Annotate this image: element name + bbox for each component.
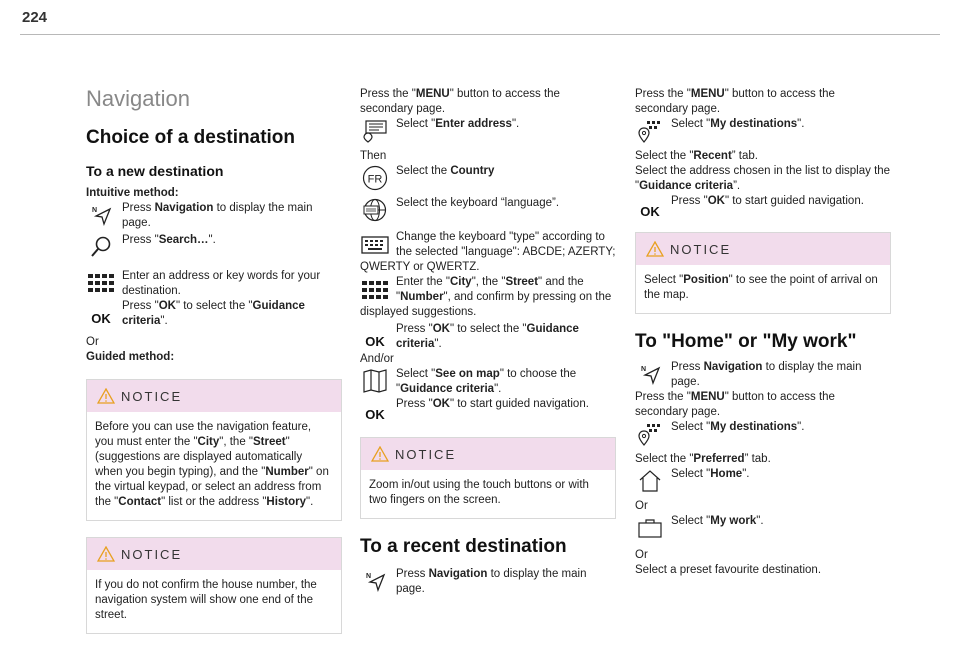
text-bold: City bbox=[449, 276, 472, 288]
text-bold: Contact bbox=[118, 496, 162, 508]
text-line bbox=[635, 164, 891, 194]
text-bold: See on map bbox=[435, 368, 500, 380]
text-bold: MENU bbox=[415, 88, 450, 100]
destinations-icon bbox=[635, 118, 665, 144]
text: " list or the address " bbox=[161, 496, 267, 508]
text: Press " bbox=[122, 300, 159, 312]
text: " button to access the secondary page. bbox=[635, 391, 835, 418]
svg-text:N: N bbox=[92, 207, 98, 214]
notice-body bbox=[87, 412, 341, 520]
notice-title: NOTICE bbox=[121, 546, 183, 562]
text-line: Select a preset favourite destination. bbox=[635, 564, 822, 576]
menu-intro bbox=[635, 390, 891, 420]
address-icon bbox=[360, 118, 390, 144]
ok-icon: OK bbox=[640, 203, 660, 219]
country-flag-icon bbox=[360, 165, 390, 191]
section-title: Choice of a destination bbox=[86, 127, 296, 148]
briefcase-icon bbox=[635, 515, 665, 541]
text: Press bbox=[122, 202, 155, 214]
text: to display the main page. bbox=[396, 568, 587, 595]
ok-icon: OK bbox=[365, 333, 385, 349]
text: Select " bbox=[671, 421, 711, 433]
text-bold: Navigation bbox=[428, 568, 488, 580]
text: ". bbox=[306, 496, 314, 508]
text-bold: Guidance criteria bbox=[122, 300, 305, 327]
text-bold: OK bbox=[707, 195, 725, 207]
text: ", and confirm by pressing on the displayed suggestions. bbox=[360, 291, 612, 318]
text-bold: Number bbox=[265, 466, 309, 478]
section-title: To "Home" or "My work" bbox=[635, 331, 857, 352]
search-icon bbox=[86, 234, 116, 260]
step-search bbox=[86, 233, 342, 261]
text-bold: Country bbox=[450, 165, 495, 177]
text: ". bbox=[797, 118, 805, 130]
text: Select " bbox=[396, 118, 436, 130]
text: " to start guided navigation. bbox=[724, 195, 864, 207]
text: Select " bbox=[396, 368, 436, 380]
text: " button to access the secondary page. bbox=[360, 88, 560, 115]
text: Select the bbox=[396, 165, 451, 177]
text: ". bbox=[742, 468, 750, 480]
andor-label: And/or bbox=[360, 353, 394, 365]
text-bold: Navigation bbox=[154, 202, 214, 214]
text: Press " bbox=[396, 323, 433, 335]
text: ". bbox=[494, 383, 502, 395]
subsection-title: To a new destination bbox=[86, 163, 224, 179]
text: " on the virtual keypad, or select an address from the " bbox=[95, 466, 329, 508]
text-bold: City bbox=[197, 436, 220, 448]
page-number: 224 bbox=[22, 9, 48, 26]
notice-body bbox=[636, 265, 890, 313]
keyboard-grid-icon bbox=[360, 277, 390, 303]
text: " to select the " bbox=[175, 300, 253, 312]
text-bold: My work bbox=[710, 515, 757, 527]
step-my-work bbox=[635, 514, 891, 542]
text: Press the " bbox=[635, 88, 691, 100]
text-bold: Preferred bbox=[693, 453, 745, 465]
text: Select the address chosen in the list to display the " bbox=[635, 165, 891, 192]
text: to display the main page. bbox=[671, 361, 862, 388]
step-ok bbox=[86, 299, 342, 329]
step-enter-address bbox=[86, 269, 342, 299]
step-language bbox=[360, 196, 616, 224]
text: Select " bbox=[671, 118, 711, 130]
menu-intro bbox=[360, 87, 616, 117]
step-city-street bbox=[360, 275, 616, 320]
or-label: Or bbox=[635, 549, 648, 561]
step-keyboard-type bbox=[360, 230, 616, 275]
notice-box bbox=[635, 232, 891, 314]
text-bold: MENU bbox=[690, 391, 725, 403]
text: Press the " bbox=[360, 88, 416, 100]
keyboard-language-icon bbox=[360, 197, 390, 223]
keyboard-grid-icon bbox=[86, 270, 116, 296]
text-line bbox=[635, 149, 891, 164]
column-1 bbox=[86, 86, 342, 646]
notice-body: Zoom in/out using the touch buttons or with two fingers on the screen. bbox=[369, 479, 589, 506]
text: ". bbox=[511, 118, 520, 130]
text: Change the keyboard "type" according to the selected "language": ABCDE; AZERTY; QWERTY or QWERTZ. bbox=[360, 231, 616, 273]
step-country bbox=[360, 164, 616, 192]
text: " to choose the " bbox=[396, 368, 577, 395]
text: Select the " bbox=[635, 150, 694, 162]
step-see-on-map bbox=[360, 367, 616, 397]
text: ". bbox=[160, 315, 168, 327]
notice-body: If you do not confirm the house number, the navigation system will show one end of the street. bbox=[95, 579, 317, 621]
navigation-icon bbox=[635, 361, 665, 387]
notice-title: NOTICE bbox=[670, 241, 732, 257]
ok-icon: OK bbox=[91, 310, 111, 326]
page-title: Navigation bbox=[86, 86, 190, 111]
ok-icon: OK bbox=[365, 406, 385, 422]
text: Press " bbox=[122, 234, 159, 246]
text: Press " bbox=[396, 398, 433, 410]
warning-icon bbox=[371, 446, 389, 467]
text-bold: Position bbox=[683, 274, 729, 286]
text-bold: Guidance criteria bbox=[396, 323, 579, 350]
svg-text:N: N bbox=[641, 366, 647, 373]
country-code: FR bbox=[367, 173, 383, 186]
step-ok-start bbox=[635, 194, 891, 222]
warning-icon bbox=[646, 241, 664, 262]
keyboard-icon bbox=[360, 232, 390, 258]
header-divider bbox=[20, 34, 940, 35]
text: Select " bbox=[644, 274, 684, 286]
text: Press the " bbox=[635, 391, 691, 403]
text-bold: Street bbox=[505, 276, 539, 288]
warning-icon bbox=[97, 546, 115, 567]
step-ok-criteria bbox=[360, 322, 616, 352]
text: Enter an address or key words for your destination. bbox=[122, 270, 321, 297]
column-3 bbox=[635, 87, 891, 578]
text-bold: Navigation bbox=[703, 361, 763, 373]
text: Before you can use the navigation feature, you must enter the " bbox=[95, 421, 312, 448]
intuitive-label: Intuitive method: bbox=[86, 187, 179, 199]
notice-box bbox=[86, 379, 342, 521]
step-navigation bbox=[86, 201, 342, 231]
text-bold: OK bbox=[432, 398, 450, 410]
text-bold: Search… bbox=[158, 234, 209, 246]
text: Select the keyboard “language”. bbox=[396, 197, 560, 209]
text: ". bbox=[208, 234, 216, 246]
text: ". bbox=[797, 421, 805, 433]
text-bold: Guidance criteria bbox=[400, 383, 495, 395]
notice-header bbox=[636, 233, 890, 265]
section-title: To a recent destination bbox=[360, 536, 567, 557]
text-bold: OK bbox=[158, 300, 176, 312]
text: " (suggestions are displayed automatically when you begin typing), and the " bbox=[95, 436, 303, 478]
then-label: Then bbox=[360, 150, 387, 162]
map-icon bbox=[360, 368, 390, 394]
text-bold: Enter address bbox=[435, 118, 512, 130]
text: Press bbox=[671, 361, 704, 373]
notice-title: NOTICE bbox=[121, 388, 183, 404]
text-bold: History bbox=[266, 496, 307, 508]
or-label: Or bbox=[635, 500, 648, 512]
column-2 bbox=[360, 87, 616, 597]
text: Select " bbox=[671, 515, 711, 527]
step-navigation bbox=[360, 567, 616, 597]
text: Select " bbox=[671, 468, 711, 480]
text-bold: Street bbox=[253, 436, 286, 448]
notice-box bbox=[360, 437, 616, 519]
text: ” tab. bbox=[744, 453, 771, 465]
text-bold: OK bbox=[432, 323, 450, 335]
text: to display the main page. bbox=[122, 202, 313, 229]
notice-title: NOTICE bbox=[395, 446, 457, 462]
step-navigation bbox=[635, 360, 891, 390]
notice-header bbox=[87, 538, 341, 570]
text-bold: Home bbox=[710, 468, 743, 480]
text-bold: Number bbox=[400, 291, 444, 303]
text-line bbox=[635, 452, 891, 467]
text-bold: Recent bbox=[693, 150, 732, 162]
text-bold: Guidance criteria bbox=[639, 180, 734, 192]
text: ". bbox=[434, 338, 442, 350]
menu-intro bbox=[635, 87, 891, 117]
home-icon bbox=[635, 468, 665, 494]
text: Press bbox=[396, 568, 429, 580]
text-bold: My destinations bbox=[710, 118, 798, 130]
text: Select the " bbox=[635, 453, 694, 465]
step-my-destinations bbox=[635, 420, 891, 448]
text: " and the " bbox=[396, 276, 584, 303]
text: " to start guided navigation. bbox=[449, 398, 589, 410]
text: " to see the point of arrival on the map. bbox=[644, 274, 878, 301]
warning-icon bbox=[97, 388, 115, 409]
text: ", the " bbox=[471, 276, 506, 288]
text: ”. bbox=[733, 180, 741, 192]
navigation-icon bbox=[360, 568, 390, 594]
text: Press " bbox=[671, 195, 708, 207]
text: ” tab. bbox=[731, 150, 758, 162]
or-label: Or bbox=[86, 336, 99, 348]
text: " button to access the secondary page. bbox=[635, 88, 835, 115]
text: " to select the " bbox=[449, 323, 527, 335]
notice-box bbox=[86, 537, 342, 634]
text-bold: MENU bbox=[690, 88, 725, 100]
step-my-destinations bbox=[635, 117, 891, 145]
notice-header bbox=[87, 380, 341, 412]
destinations-icon bbox=[635, 421, 665, 447]
text: ". bbox=[756, 515, 764, 527]
navigation-icon bbox=[86, 202, 116, 228]
guided-label: Guided method: bbox=[86, 351, 175, 363]
step-home bbox=[635, 467, 891, 495]
svg-text:N: N bbox=[366, 573, 372, 580]
text-bold: My destinations bbox=[710, 421, 798, 433]
text: Enter the " bbox=[396, 276, 450, 288]
notice-header bbox=[361, 438, 615, 470]
text: ", the " bbox=[219, 436, 254, 448]
step-enter-address bbox=[360, 117, 616, 145]
step-ok-start bbox=[360, 397, 616, 425]
